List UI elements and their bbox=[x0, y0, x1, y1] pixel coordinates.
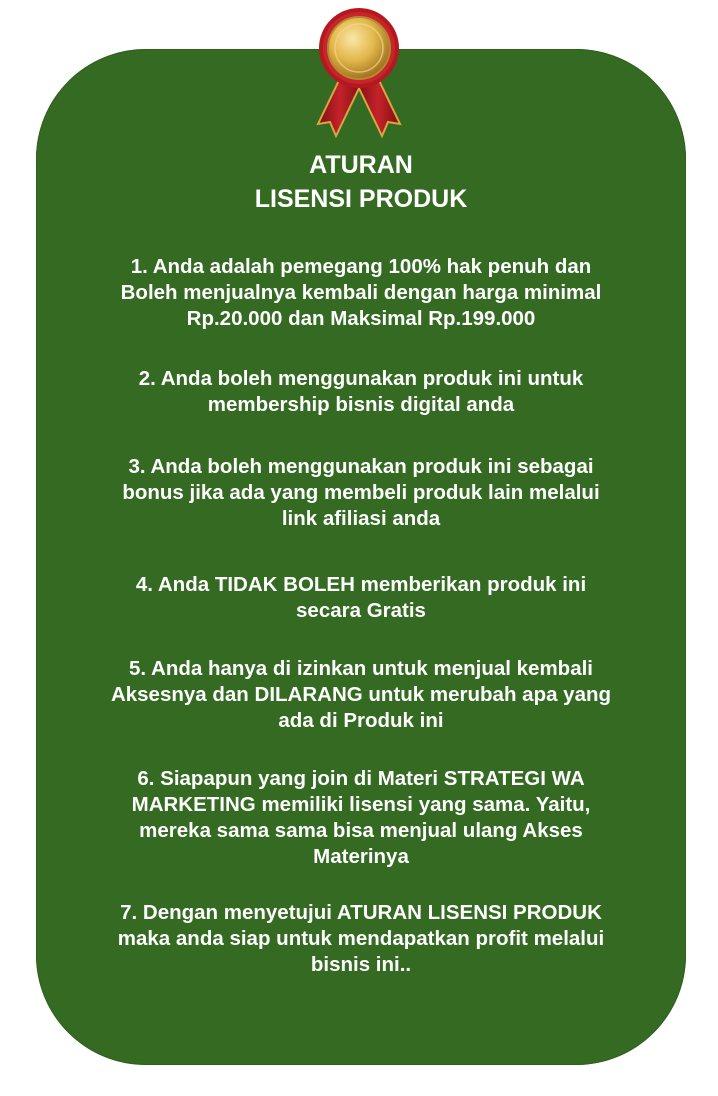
rule-line: 7. Dengan menyetujui ATURAN LISENSI PRODUK bbox=[120, 901, 602, 924]
rule-line: 3. Anda boleh menggunakan produk ini sebagai bbox=[128, 455, 594, 478]
award-medal-icon bbox=[300, 0, 418, 140]
rule-line: secara Gratis bbox=[296, 599, 426, 622]
rule-line: link afiliasi anda bbox=[281, 507, 441, 530]
rule-line: bisnis ini.. bbox=[310, 953, 412, 976]
rule-line: 2. Anda boleh menggunakan produk ini untuk bbox=[138, 367, 584, 390]
rule-line: bonus jika ada yang membeli produk lain melalui bbox=[122, 481, 600, 504]
rule-7 bbox=[56, 900, 666, 978]
rule-line: ada di Produk ini bbox=[278, 709, 444, 732]
rule-line: maka anda siap untuk mendapatkan profit melalui bbox=[117, 927, 605, 950]
rule-1 bbox=[56, 254, 666, 332]
rule-line: 5. Anda hanya di izinkan untuk menjual kembali bbox=[128, 657, 593, 680]
rule-line: Materinya bbox=[313, 845, 409, 868]
rule-line: mereka sama sama bisa menjual ulang Akses bbox=[139, 819, 583, 842]
rule-line: Boleh menjualnya kembali dengan harga minimal bbox=[120, 281, 602, 304]
rule-6 bbox=[56, 766, 666, 870]
page-title bbox=[36, 148, 686, 216]
title-line-2: LISENSI PRODUK bbox=[254, 185, 468, 213]
rule-5 bbox=[56, 656, 666, 734]
rule-line: MARKETING memiliki lisensi yang sama. Yaitu, bbox=[131, 793, 591, 816]
rule-line: 6. Siapapun yang join di Materi STRATEGI WA bbox=[137, 767, 585, 790]
rule-2 bbox=[56, 366, 666, 418]
rule-line: membership bisnis digital anda bbox=[207, 393, 515, 416]
rule-line: 1. Anda adalah pemegang 100% hak penuh dan bbox=[130, 255, 592, 278]
rule-line: Rp.20.000 dan Maksimal Rp.199.000 bbox=[186, 307, 536, 330]
rule-3 bbox=[56, 454, 666, 532]
title-line-1: ATURAN bbox=[309, 151, 413, 179]
rule-4 bbox=[56, 572, 666, 624]
rule-line: Aksesnya dan DILARANG untuk merubah apa yang bbox=[110, 683, 612, 706]
rule-line: 4. Anda TIDAK BOLEH memberikan produk ini bbox=[135, 573, 587, 596]
